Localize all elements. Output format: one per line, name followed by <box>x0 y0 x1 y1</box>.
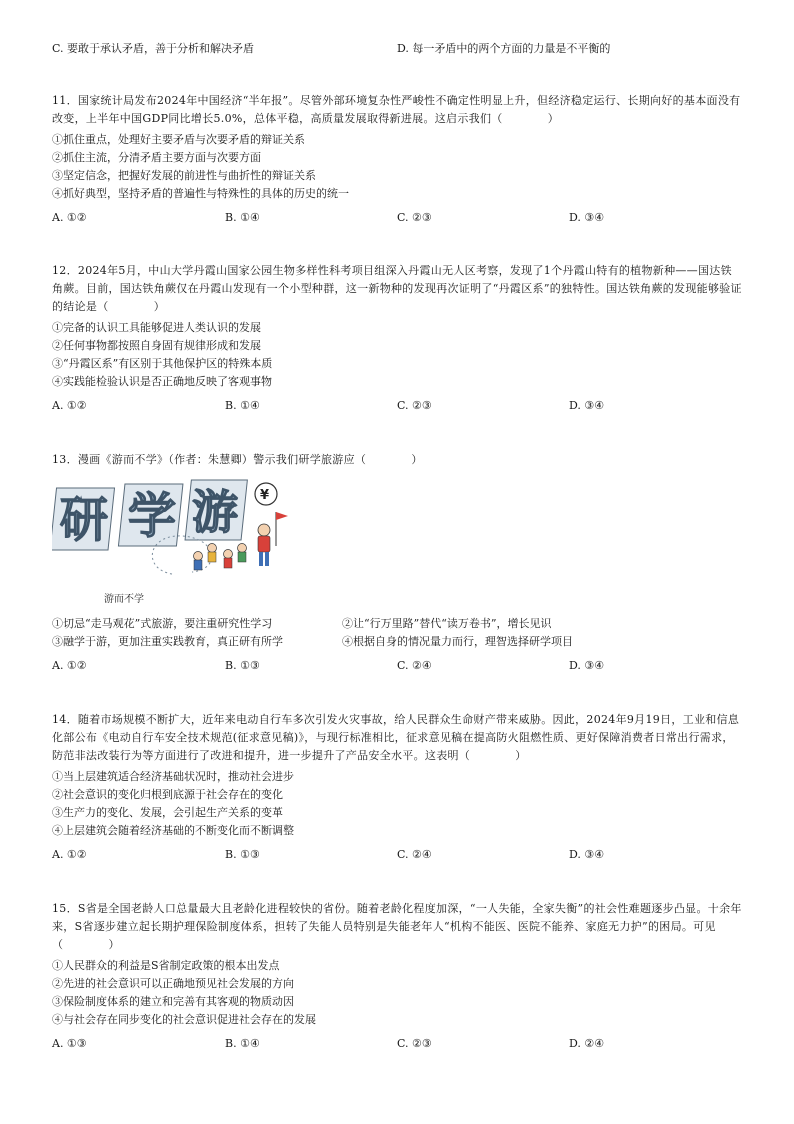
student-1-body <box>208 552 216 562</box>
cartoon-char-2: 学 <box>128 488 177 544</box>
q12-statement-3: ③“丹霞区系”有区别于其他保护区的特殊本质 <box>52 357 273 370</box>
student-1-head <box>208 544 217 553</box>
q15-option-c[interactable]: C. ②③ <box>397 1037 432 1050</box>
q11-option-c[interactable]: C. ②③ <box>397 211 432 224</box>
q15-option-a[interactable]: A. ①③ <box>52 1037 87 1050</box>
q15-option-d[interactable]: D. ②④ <box>569 1037 605 1050</box>
q15-options <box>52 1037 742 1053</box>
q11-statement-1: ①抓住重点，处理好主要矛盾与次要矛盾的辩证关系 <box>52 133 305 146</box>
student-4-head <box>194 552 203 561</box>
q14-statement-3: ③生产力的变化、发展，会引起生产关系的变革 <box>52 806 283 819</box>
q13-options <box>52 659 742 675</box>
q12-statement-2: ②任何事物都按照自身固有规律形成和发展 <box>52 339 261 352</box>
q15-statement-3: ③保险制度体系的建立和完善有其客观的物质动因 <box>52 995 294 1008</box>
guide-leg-right <box>265 552 269 566</box>
question-14-stem: 14．随着市场规模不断扩大，近年来电动自行车多次引发火灾事故，给人民群众生命财产带来威胁。因此，2024年9月19日，工业和信息化部公布《电动自行车安全技术规范(征求意见稿)》，与现行标准相比，征求意见稿在提高防火阻燃性质、更好保障消费者日常出行需求，防范非法改装行为等方面进行了改进和提升，进一步提升了产品安全水平。这表明（ ） <box>52 713 740 762</box>
question-12-stem: 12．2024年5月，中山大学丹霞山国家公园生物多样性科考项目组深入丹霞山无人区考察，发现了1个丹霞山特有的植物新种——国达铁角蕨。目前，国达铁角蕨仅在丹霞山发现有一个小型种群，这一新物种的发现再次证明了“丹霞区系”的独特性。国达铁角蕨的发现能够验证的结论是（ ） <box>52 264 742 313</box>
q12-statement-4: ④实践能检验认识是否正确地反映了客观事物 <box>52 375 272 388</box>
q14-statement-2: ②社会意识的变化归根到底源于社会存在的变化 <box>52 788 283 801</box>
cartoon-char-3: 游 <box>192 485 238 539</box>
q15-option-b[interactable]: B. ①④ <box>225 1037 260 1050</box>
student-3-body <box>238 552 246 562</box>
q15-statement-4: ④与社会存在同步变化的社会意识促进社会存在的发展 <box>52 1013 316 1026</box>
question-15-stem: 15．S省是全国老龄人口总量最大且老龄化进程较快的省份。随着老龄化程度加深，“一人失能，全家失衡”的社会性难题逐步凸显。十余年来，S省逐步建立起长期护理保险制度体系，担转了失能人员特别是失能老年人“机构不能医、医院不能养、家庭无力护”的困局。可见（ ） <box>52 902 742 951</box>
q11-statement-3: ③坚定信念，把握好发展的前进性与曲折性的辩证关系 <box>52 169 316 182</box>
q14-option-d[interactable]: D. ③④ <box>569 848 605 861</box>
q14-option-b[interactable]: B. ①③ <box>225 848 260 861</box>
q14-options <box>52 848 742 864</box>
q13-statement-3: ③融学于游，更加注重实践教育，真正研有所学 <box>52 635 283 648</box>
cartoon-image <box>52 474 292 582</box>
q14-option-c[interactable]: C. ②④ <box>397 848 432 861</box>
option-c-prev: C. 要敢于承认矛盾，善于分析和解决矛盾 <box>52 42 255 55</box>
q14-option-a[interactable]: A. ①② <box>52 848 87 861</box>
question-11-stem: 11．国家统计局发布2024年中国经济“半年报”。尽管外部环境复杂性严峻性不确定性明显上升，但经济稳定运行、长期向好的基本面没有改变，上半年中国GDP同比增长5.0%，总体平稳，高质量发展取得新进展。这启示我们（ ） <box>52 94 741 125</box>
student-3-head <box>238 544 247 553</box>
q13-option-a[interactable]: A. ①② <box>52 659 87 672</box>
cartoon-caption: 游而不学 <box>104 594 144 605</box>
option-d-prev: D. 每一矛盾中的两个方面的力量是不平衡的 <box>397 42 611 55</box>
q15-statement-1: ①人民群众的利益是S省制定政策的根本出发点 <box>52 959 280 972</box>
question-13-stem: 13．漫画《游而不学》（作者：朱慧卿）警示我们研学旅游应（ ） <box>52 453 423 466</box>
q11-option-b[interactable]: B. ①④ <box>225 211 260 224</box>
q12-option-a[interactable]: A. ①② <box>52 399 87 412</box>
guide-body <box>258 536 270 552</box>
q11-option-d[interactable]: D. ③④ <box>569 211 605 224</box>
q13-statement-2: ②让“行万里路”替代“读万卷书”，增长见识 <box>342 617 552 630</box>
student-2-head <box>224 550 233 559</box>
q12-option-d[interactable]: D. ③④ <box>569 399 605 412</box>
guide-leg-left <box>259 552 263 566</box>
q11-statement-4: ④抓好典型，坚持矛盾的普遍性与特殊性的具体的历史的统一 <box>52 187 349 200</box>
flag-icon <box>276 512 288 520</box>
q12-options <box>52 399 742 415</box>
q11-options <box>52 211 742 227</box>
q15-statement-2: ②先进的社会意识可以正确地预见社会发展的方向 <box>52 977 294 990</box>
q13-statement-1: ①切忌“走马观花”式旅游，要注重研究性学习 <box>52 617 273 630</box>
guide-head <box>258 524 270 536</box>
q11-statement-2: ②抓住主流，分清矛盾主要方面与次要方面 <box>52 151 261 164</box>
q14-statement-4: ④上层建筑会随着经济基础的不断变化而不断调整 <box>52 824 294 837</box>
q14-statement-1: ①当上层建筑适合经济基础状况时，推动社会进步 <box>52 770 294 783</box>
q11-option-a[interactable]: A. ①② <box>52 211 87 224</box>
q13-option-c[interactable]: C. ②④ <box>397 659 432 672</box>
cartoon-char-1: 研 <box>60 492 109 548</box>
student-4-body <box>194 560 202 570</box>
student-2-body <box>224 558 232 568</box>
q12-statement-1: ①完备的认识工具能够促进人类认识的发展 <box>52 321 261 334</box>
currency-sign: ¥ <box>260 488 270 503</box>
q13-option-b[interactable]: B. ①③ <box>225 659 260 672</box>
q13-statement-4: ④根据自身的情况量力而行，理智选择研学项目 <box>342 635 573 648</box>
q13-option-d[interactable]: D. ③④ <box>569 659 605 672</box>
q12-option-c[interactable]: C. ②③ <box>397 399 432 412</box>
q12-option-b[interactable]: B. ①④ <box>225 399 260 412</box>
